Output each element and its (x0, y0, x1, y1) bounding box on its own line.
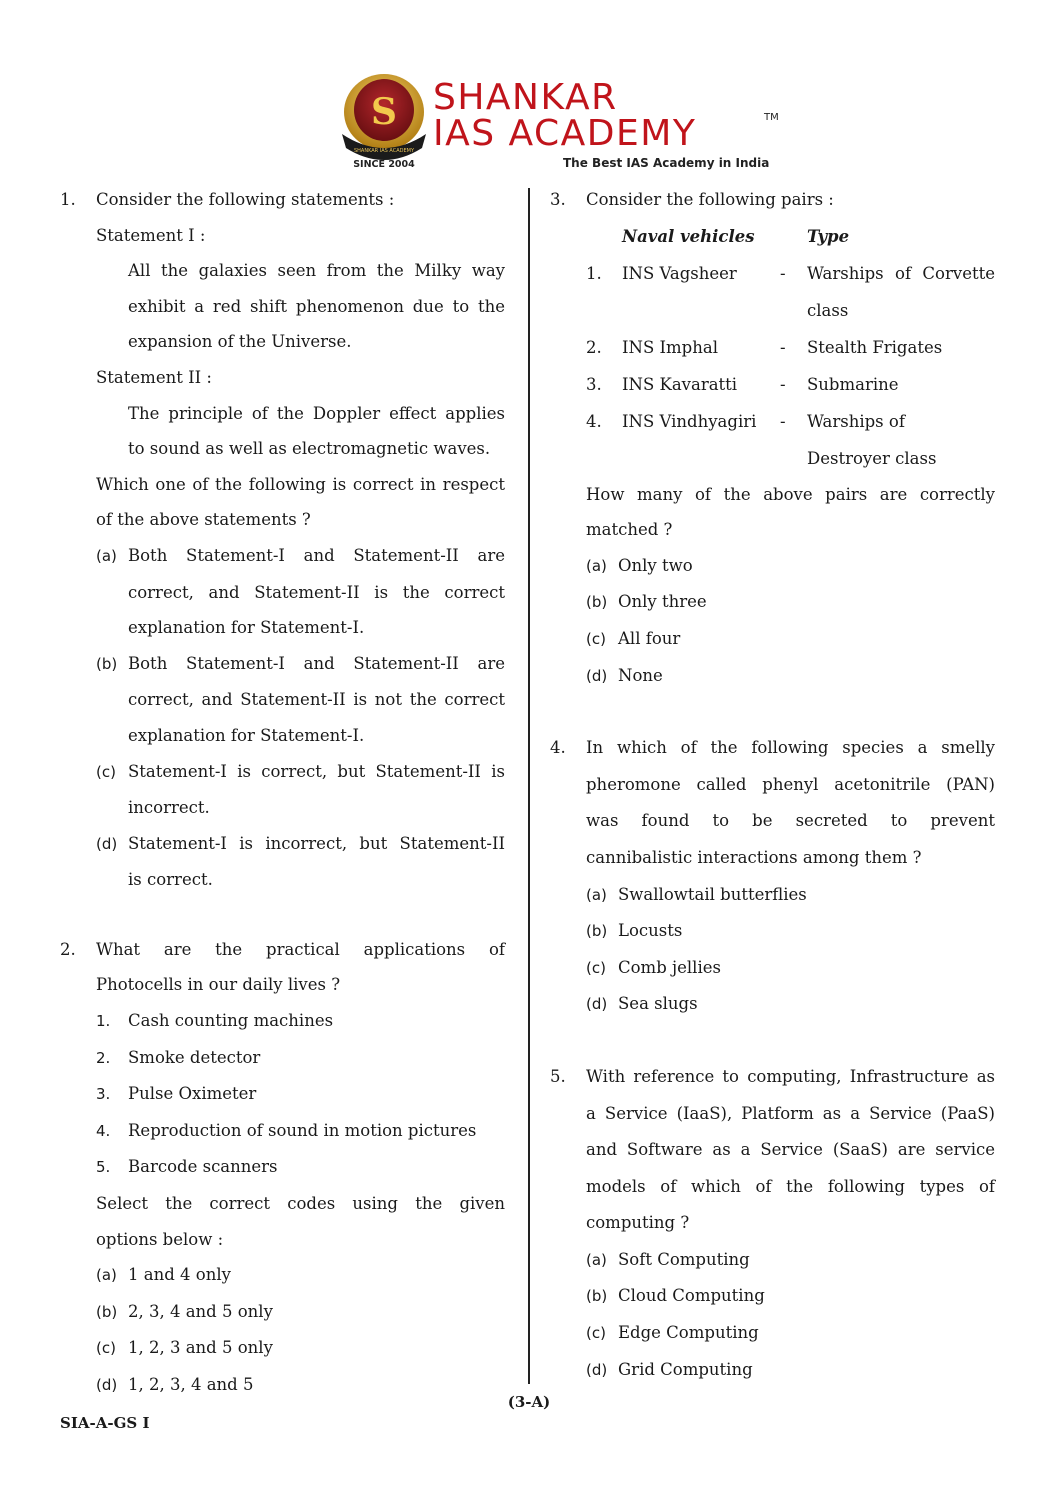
answer-option-d[interactable]: (d) 1, 2, 3, 4 and 5 (96, 1375, 254, 1394)
answer-option-b[interactable]: (b) Locusts (586, 921, 683, 941)
left-column (60, 182, 505, 1404)
answer-option-d[interactable]: (d) Statement-I is incorrect, but Statement-II (96, 833, 505, 853)
question-text: computing ? (586, 1213, 690, 1233)
answer-option-a[interactable]: (a) Only two (586, 555, 693, 575)
answer-option-b[interactable]: (b) 2, 3, 4 and 5 only (96, 1301, 273, 1321)
question-number: 2. (60, 939, 76, 959)
column-header-naval-vehicles: Naval vehicles (622, 226, 755, 246)
question-ask: Which one of the following is correct in respect (96, 474, 505, 494)
answer-option-c[interactable]: (c) 1, 2, 3 and 5 only (96, 1338, 273, 1358)
brand-name-line2: IAS ACADEMY (433, 113, 697, 154)
paper-code: SIA-A-GS I (60, 1414, 150, 1432)
answer-option-c[interactable]: (c) Statement-I is correct, but Statement-II is (96, 761, 505, 781)
option-text: explanation for Statement-I. (128, 618, 365, 638)
svg-text:SHANKAR IAS ACADEMY: SHANKAR IAS ACADEMY (353, 148, 415, 154)
question-text: and Software as a Service (SaaS) are service (586, 1140, 995, 1160)
question-text: was found to be secreted to prevent (586, 811, 995, 831)
question-number: 1. (60, 190, 76, 209)
answer-option-b[interactable]: (b) Cloud Computing (586, 1286, 765, 1306)
svg-text:S: S (371, 91, 397, 133)
question-text: Photocells in our daily lives ? (96, 975, 341, 995)
statement-text: The principle of the Doppler effect applies (128, 403, 505, 423)
option-text: incorrect. (128, 798, 210, 818)
right-column (550, 182, 995, 1388)
statement-text: exhibit a red shift phenomenon due to the (128, 296, 505, 316)
list-item: 1. Cash counting machines (96, 1011, 334, 1031)
question-ask: matched ? (586, 520, 673, 540)
pair-row: 1. INS Vagsheer - Warships of Corvette (586, 263, 995, 283)
question-text: Consider the following pairs : (586, 190, 834, 209)
statement-text: to sound as well as electromagnetic waves. (128, 439, 491, 459)
column-header-type: Type (807, 226, 850, 246)
answer-option-d[interactable]: (d) Sea slugs (586, 994, 698, 1014)
question-text: In which of the following species a smelly (586, 738, 995, 758)
option-text: correct, and Statement-II is not the correct (128, 690, 505, 710)
list-item: 5. Barcode scanners (96, 1157, 278, 1177)
question-text: cannibalistic interactions among them ? (586, 847, 922, 867)
list-item: 4. Reproduction of sound in motion pictures (96, 1120, 477, 1140)
pairs-table-header (550, 218, 995, 255)
statement-label: Statement II : (96, 367, 212, 387)
question-text: a Service (IaaS), Platform as a Service (PaaS) (586, 1103, 995, 1123)
question-number: 4. (550, 738, 566, 758)
question-number: 5. (550, 1066, 566, 1086)
pair-row: 4. INS Vindhyagiri - Warships of (586, 411, 905, 431)
column-divider (528, 188, 530, 1384)
question-text: models of which of the following types of (586, 1176, 995, 1196)
pair-row: 3. INS Kavaratti - Submarine (586, 374, 899, 394)
answer-option-c[interactable]: (c) All four (586, 628, 681, 648)
pair-row-cont: class (807, 300, 849, 320)
question-3 (550, 182, 995, 694)
question-text: What are the practical applications of (96, 939, 505, 959)
answer-option-b[interactable]: (b) Only three (586, 592, 707, 612)
statement-text: expansion of the Universe. (128, 332, 352, 352)
answer-option-b[interactable]: (b) Both Statement-I and Statement-II are (96, 653, 505, 673)
question-ask: Select the correct codes using the given (96, 1194, 505, 1214)
pair-row-cont: Destroyer class (807, 448, 937, 468)
question-1 (60, 182, 505, 898)
question-4 (550, 730, 995, 1023)
question-text: With reference to computing, Infrastructure as (586, 1066, 995, 1086)
question-text: Consider the following statements : (96, 190, 395, 209)
answer-option-c[interactable]: (c) Edge Computing (586, 1323, 759, 1343)
question-2 (60, 932, 505, 1404)
question-ask: How many of the above pairs are correctly (586, 484, 995, 504)
option-text: is correct. (128, 870, 213, 890)
pair-row: 2. INS Imphal - Stealth Frigates (586, 337, 943, 357)
statement-text: All the galaxies seen from the Milky way (128, 261, 505, 281)
question-text: pheromone called phenyl acetonitrile (PAN) (586, 774, 995, 794)
answer-option-d[interactable]: (d) None (586, 665, 663, 685)
trademark-mark: TM (764, 112, 779, 123)
page-number: (3-A) (507, 1393, 551, 1411)
answer-option-d[interactable]: (d) Grid Computing (586, 1359, 753, 1379)
question-5 (550, 1059, 995, 1388)
answer-option-a[interactable]: (a) Both Statement-I and Statement-II are (96, 545, 505, 565)
question-ask: options below : (96, 1229, 224, 1249)
answer-option-c[interactable]: (c) Comb jellies (586, 957, 721, 977)
question-ask: of the above statements ? (96, 510, 311, 530)
answer-option-a[interactable]: (a) Swallowtail butterflies (586, 884, 807, 904)
brand-tagline: The Best IAS Academy in India (563, 156, 770, 170)
brand-name-line1: SHANKAR (433, 77, 618, 118)
statement-label: Statement I : (96, 225, 206, 245)
list-item: 2. Smoke detector (96, 1047, 261, 1067)
option-text: correct, and Statement-II is the correct (128, 582, 505, 602)
list-item: 3. Pulse Oximeter (96, 1084, 257, 1104)
option-text: explanation for Statement-I. (128, 725, 365, 745)
since-label: SINCE 2004 (353, 159, 415, 170)
question-number: 3. (550, 190, 566, 209)
answer-option-a[interactable]: (a) Soft Computing (586, 1249, 750, 1269)
page-header (0, 0, 1058, 180)
answer-option-a[interactable]: (a) 1 and 4 only (96, 1265, 231, 1285)
